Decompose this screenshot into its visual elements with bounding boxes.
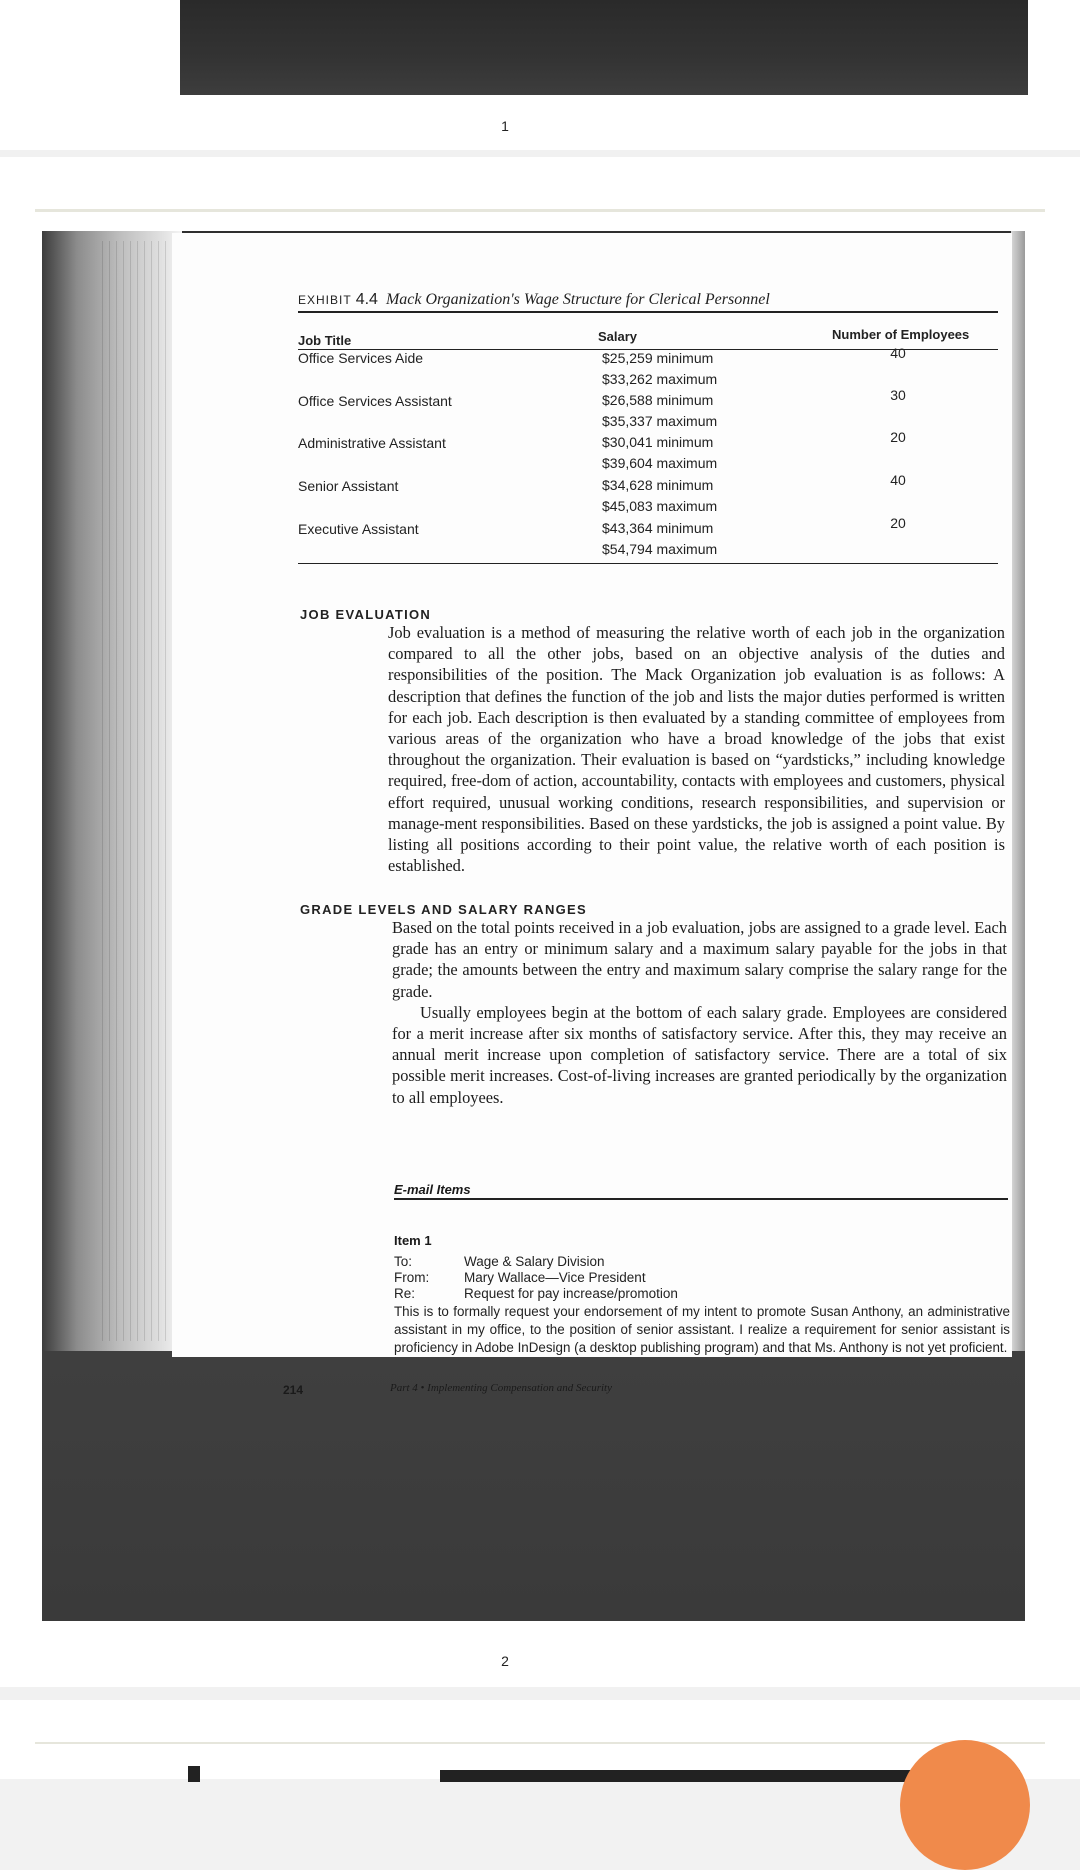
- job-title-cell: Executive Assistant: [298, 521, 419, 537]
- salary-cell: $30,041 minimum $39,604 maximum: [602, 434, 718, 471]
- book-binding-left: [42, 231, 182, 1351]
- memo-body: This is to formally request your endorsement of my intent to promote Susan Anthony, an administrative assistant in my office, to the position of senior assistant. I realize a requirement for senior assistant is proficiency in Adobe InDesign (a desktop publishing program) and that Ms. Anthony is not yet proficient.: [394, 1304, 1010, 1355]
- job-evaluation-paragraph: Job evaluation is a method of measuring the relative worth of each job in the organization compared to all the other jobs, based on an objective analysis of the duties and responsibilities of the position. The Mack Organization job evaluation is as follows: A description that defines the function of the job and lists the major duties performed is written for each job. Each description is then evaluated by a standing committee of employees from various areas of the organization who have a broad knowledge of the jobs that exist throughout the organization. Their evaluation is based on “yardsticks,” including knowledge required, free-dom of action, accountability, contacts with employees and customers, physical effort required, unusual working conditions, research responsibilities, and supervision or manage-ment responsibilities. Based on these yardsticks, the job is assigned a point value. By listing all positions according to their point value, the relative worth of each position is established.: [388, 623, 1005, 876]
- employee-count-cell: 30: [890, 387, 906, 403]
- email-items-heading: E-mail Items: [394, 1182, 471, 1197]
- page-folio: 214: [283, 1383, 304, 1397]
- col-header-salary: Salary: [598, 329, 638, 344]
- page-edge-line: [35, 209, 1045, 212]
- memo-from-value: Mary Wallace—Vice President: [464, 1270, 646, 1285]
- memo-re-label: Re:: [394, 1286, 416, 1301]
- section-heading-grade-levels: GRADE LEVELS AND SALARY RANGES: [300, 902, 587, 917]
- book-page: [172, 233, 1012, 1397]
- job-title-cell: Office Services Assistant: [298, 393, 452, 409]
- col-header-job-title: Job Title: [298, 333, 352, 348]
- exhibit-bottom-rule: [298, 563, 998, 564]
- salary-cell: $25,259 minimum $33,262 maximum: [602, 350, 718, 387]
- page-3-scan-fragment: [188, 1766, 200, 1782]
- page-1: [0, 0, 1080, 150]
- book-edge-right: [1011, 231, 1025, 1351]
- grade-levels-text: [392, 917, 1007, 1108]
- exhibit-caption: Mack Organization's Wage Structure for Clerical Personnel: [385, 291, 770, 308]
- memo-to-label: To:: [394, 1254, 413, 1269]
- employee-count-cell: 40: [890, 472, 906, 488]
- exhibit-label: EXHIBIT: [298, 293, 352, 307]
- memo-re-value: Request for pay increase/promotion: [464, 1286, 678, 1301]
- running-footer: Part 4 • Implementing Compensation and Security: [390, 1382, 612, 1394]
- exhibit-number: 4.4: [355, 291, 378, 308]
- email-item-label: Item 1: [394, 1233, 432, 1248]
- page-2: [0, 157, 1080, 1687]
- exhibit-title: [298, 291, 998, 309]
- salary-cell: $34,628 minimum $45,083 maximum: [602, 477, 718, 514]
- salary-cell: $26,588 minimum $35,337 maximum: [602, 392, 718, 429]
- section-heading-job-evaluation: JOB EVALUATION: [300, 607, 432, 622]
- email-heading-rule: [394, 1198, 1008, 1200]
- scanned-photo: [42, 231, 1025, 1621]
- job-title-cell: Administrative Assistant: [298, 435, 446, 451]
- memo-to-value: Wage & Salary Division: [464, 1254, 605, 1269]
- job-title-cell: Senior Assistant: [298, 478, 399, 494]
- memo-from-label: From:: [394, 1270, 430, 1285]
- page-2-number: 2: [501, 1653, 509, 1669]
- page-edge-line: [35, 1742, 1045, 1744]
- employee-count-cell: 20: [890, 429, 906, 445]
- col-header-employees: Number of Employees: [832, 327, 970, 342]
- job-title-cell: Office Services Aide: [298, 350, 424, 366]
- employee-count-cell: 40: [890, 345, 906, 361]
- salary-cell: $43,364 minimum $54,794 maximum: [602, 520, 718, 557]
- page-1-number: 1: [501, 118, 509, 134]
- grade-levels-para-1: Based on the total points received in a job evaluation, jobs are assigned to a grade level. Each grade has an entry or minimum salary and a maximum salary payable for the jobs in that grade; the amounts between the entry and maximum salary comprise the salary range for the grade.: [392, 918, 1007, 1001]
- grade-levels-para-2: Usually employees begin at the bottom of each salary grade. Employees are considered for a merit increase after six months of satisfactory service. After this, they may receive an annual merit increase upon completion of satisfactory service. There are a total of six possible merit increases. Cost-of-living increases are granted periodically by the organization to all employees.: [392, 1002, 1007, 1107]
- employee-count-cell: 20: [890, 515, 906, 531]
- exhibit-top-rule: [298, 311, 998, 313]
- page-1-scan-fragment: [180, 0, 1028, 95]
- floating-action-button[interactable]: [900, 1740, 1030, 1870]
